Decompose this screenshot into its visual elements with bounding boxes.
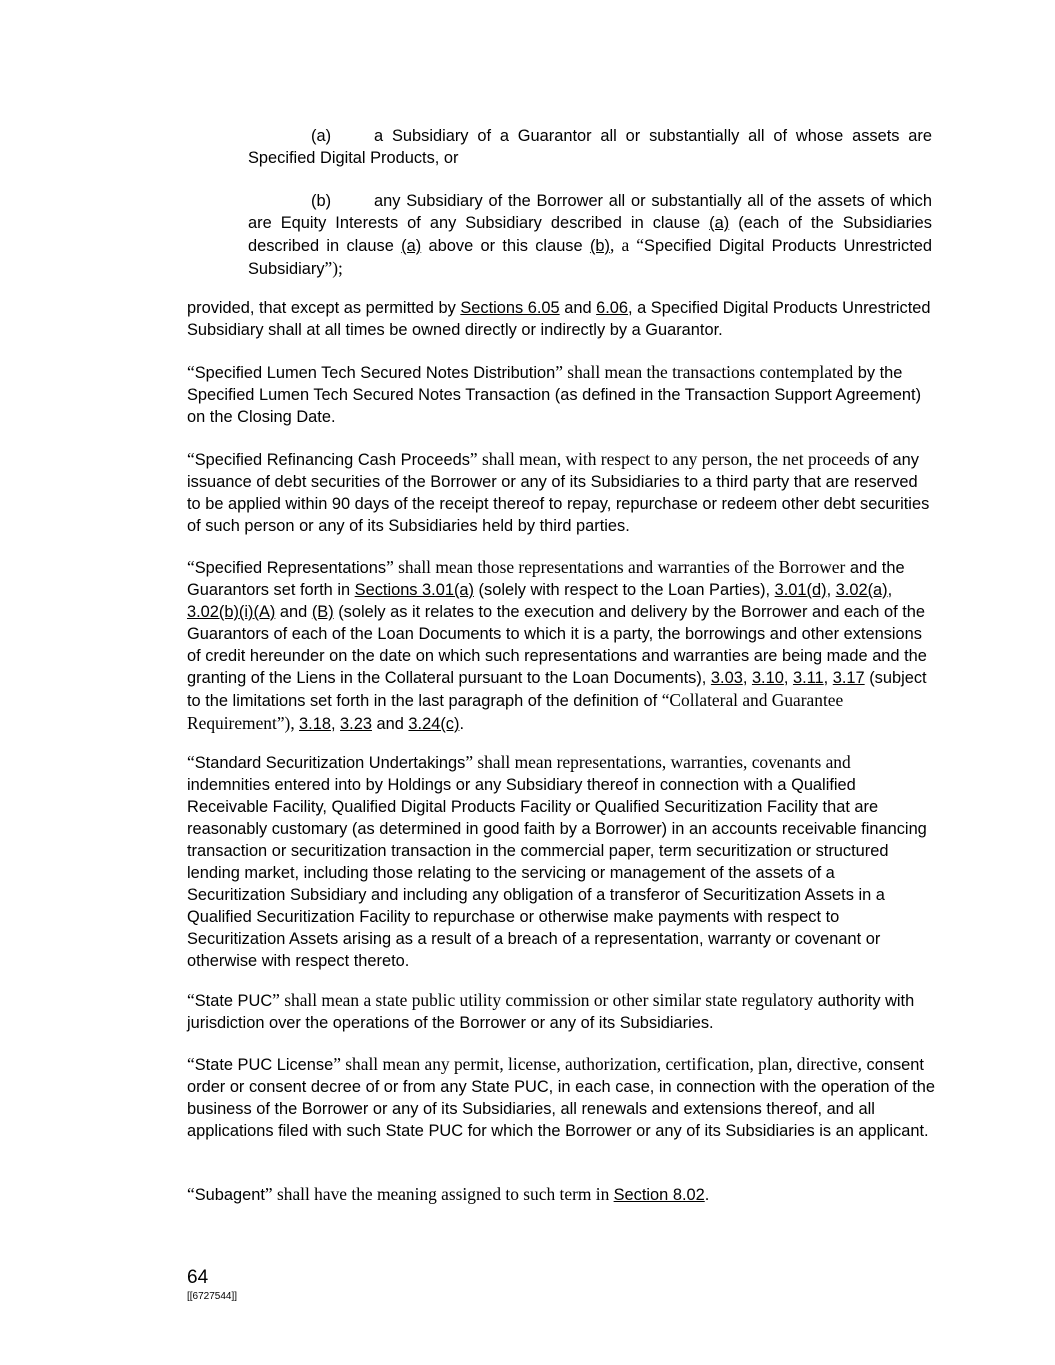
definition-text: , — [826, 581, 836, 599]
definition-subagent — [187, 1183, 935, 1206]
definition-text: and the Guarantors set forth in — [187, 559, 905, 599]
defined-term: Specified Lumen Tech Secured Notes Distribution — [194, 364, 556, 382]
clause-b-text: (each of the Subsidiaries described in clause — [248, 214, 932, 255]
definition-text: . — [704, 1186, 710, 1204]
definition-text: by the Specified Lumen Tech Secured Notes Transaction (as defined in the Transaction Support Agreement) on the Closing Date. — [187, 364, 922, 426]
proviso-text: , a Specified Digital Products Unrestricted Subsidiary shall at all times be owned directly or indirectly by a Guarantor. — [187, 299, 931, 339]
page-number: 64 — [187, 1267, 209, 1288]
definition-notes-distribution — [187, 361, 935, 428]
section-ref[interactable]: Section 8.02 — [613, 1186, 705, 1204]
definition-text: , — [783, 669, 793, 687]
section-ref[interactable]: (B) — [311, 603, 334, 621]
clause-ref-a[interactable]: (a) — [709, 214, 730, 232]
defined-term: Subagent — [194, 1186, 265, 1204]
defined-term: Specified Refinancing Cash Proceeds — [194, 451, 470, 469]
clause-b-text: any Subsidiary of the Borrower all or substantially all of the assets of which are Equity Interests of any Subsidiary described in clause — [248, 192, 932, 232]
section-ref[interactable]: 3.03 — [710, 669, 743, 687]
section-ref[interactable]: Sections 6.05 — [460, 299, 560, 317]
defined-term: State PUC — [194, 992, 273, 1010]
definition-securitization-undertakings — [187, 751, 935, 972]
quote-mark: “ — [187, 557, 195, 577]
definition-text: , — [887, 581, 893, 599]
quote-mark: “ — [187, 752, 195, 772]
defined-term: Specified Digital Products Unrestricted Subsidiary — [248, 237, 932, 278]
quote-mark: “ — [187, 990, 195, 1010]
definition-text: (subject to the limitations set forth in the last paragraph of the definition of — [187, 669, 927, 710]
section-ref[interactable]: 3.17 — [832, 669, 865, 687]
defined-term: State PUC License — [194, 1056, 334, 1074]
definition-text: and — [275, 603, 312, 621]
definition-text: of any issuance of debt securities of the Borrower or any of its Subsidiaries to a third party that are reserved to be applied within 90 days of the receipt thereof to repay, repurchase or redeem other debt securities of such person or any of its Subsidiaries held by third parties. — [187, 451, 930, 535]
definition-text: consent order or consent decree of or from any State PUC, in each case, in connection with the operation of the business of the Borrower or any of its Subsidiaries, all renewals and extensions thereof, and all applications filed with such State PUC for which the Borrower or any of its Subsidiaries is an applicant. — [187, 1056, 936, 1140]
proviso-text: provided, that except as permitted by — [187, 299, 461, 317]
clause-ref-a[interactable]: (a) — [401, 237, 422, 255]
section-ref[interactable]: 3.23 — [340, 715, 372, 733]
definition-text: , — [330, 715, 341, 733]
clause-b-text: above or this clause — [421, 237, 590, 255]
defined-term: Standard Securitization Undertakings — [194, 754, 466, 772]
section-ref[interactable]: 3.02(b)(i)(A) — [187, 603, 276, 621]
definition-text: ” shall mean any permit, license, authorization, certification, plan, directive, — [333, 1054, 862, 1074]
clause-a — [248, 125, 932, 169]
definition-text: (solely as it relates to the execution and delivery by the Borrower and each of the Guarantors of each of the Loan Documents to which it is a party, the borrowings and other extensions of credit hereunder on the date on which such representations and warranties are being made and the granting of the Liens in the Collateral pursuant to the Loan Documents), — [187, 603, 927, 687]
definition-text: ” shall mean those representations and warranties of the Borrower — [386, 557, 846, 577]
proviso-paragraph — [187, 297, 935, 341]
clause-b — [248, 190, 932, 280]
definition-refinancing-proceeds — [187, 448, 935, 537]
section-ref[interactable]: 3.24(c) — [408, 715, 460, 733]
definition-text: (solely with respect to the Loan Parties), — [474, 581, 775, 599]
section-ref[interactable]: 3.01(d) — [774, 581, 827, 599]
section-ref[interactable]: 3.11 — [792, 669, 824, 687]
definition-text: and — [371, 715, 409, 733]
quote-mark: “ — [187, 362, 195, 382]
definition-text: ” shall mean, with respect to any person, the net proceeds — [469, 449, 870, 469]
quote-mark: “ — [187, 1184, 195, 1204]
definition-text: indemnities entered into by Holdings or any Subsidiary thereof in connection with a Qualified Receivable Facility, Qualified Digital Products Facility or Qualified Securitization Facility that are reasonably customary (as determined in good faith by a Borrower) in an accounts receivable financing transaction or securitization transaction in the commercial paper, term securitization or structured lending market, including those relating to the servicing or management of the assets of a Securitization Subsidiary and including any obligation of a transferor of Securitization Assets in a Qualified Securitization Facility to repurchase or otherwise make payments with respect to Securitization Assets arising as a result of a breach of a representation, warranty or covenant or otherwise with respect thereto. — [187, 776, 927, 970]
section-ref[interactable]: 3.10 — [751, 669, 784, 687]
definition-text: , — [742, 669, 752, 687]
clause-b-text: ”); — [324, 258, 343, 278]
quote-mark: “ — [187, 1054, 195, 1074]
definition-text: , — [823, 669, 833, 687]
section-ref[interactable]: 3.18 — [299, 715, 331, 733]
clause-a-text: a Subsidiary of a Guarantor all or substantially all of whose assets are Specified Digital Products, or — [248, 127, 932, 167]
document-id: [[6727544]] — [187, 1291, 238, 1302]
definition-specified-representations — [187, 556, 935, 735]
definition-text: “Collateral and Guarantee Requirement”), — [187, 690, 844, 733]
definition-text: ” shall mean the transactions contemplated — [555, 362, 854, 382]
definition-state-puc-license — [187, 1053, 935, 1142]
definition-text: ” shall mean representations, warranties, covenants and — [465, 752, 851, 772]
definition-text: . — [459, 715, 464, 733]
section-ref[interactable]: 6.06 — [596, 299, 629, 317]
definition-text: ” shall have the meaning assigned to such term in — [264, 1184, 614, 1204]
definition-text: ” shall mean a state public utility commission or other similar state regulatory — [272, 990, 814, 1010]
definition-text: authority with jurisdiction over the operations of the Borrower or any of its Subsidiaries. — [187, 992, 915, 1032]
quote-mark: “ — [187, 449, 195, 469]
definition-state-puc — [187, 989, 935, 1034]
clause-b-text: , a “ — [610, 235, 645, 255]
proviso-text: and — [559, 299, 597, 317]
section-ref[interactable]: Sections 3.01(a) — [354, 581, 474, 599]
section-ref[interactable]: 3.02(a) — [835, 581, 888, 599]
clause-a-label: (a) — [311, 127, 332, 145]
clause-b-label: (b) — [311, 192, 332, 210]
defined-term: Specified Representations — [194, 559, 387, 577]
clause-ref-b[interactable]: (b) — [589, 237, 610, 255]
